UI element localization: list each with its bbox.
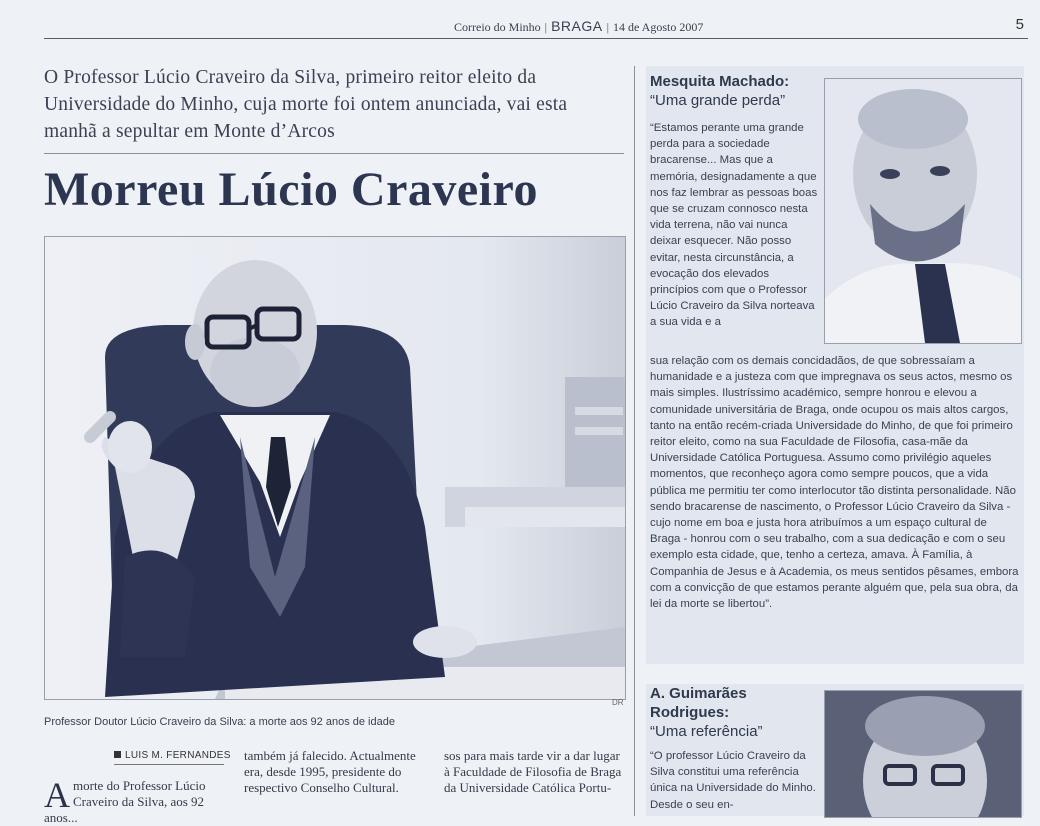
article-headline: Morreu Lúcio Craveiro bbox=[44, 163, 538, 216]
article-column-2: também já falecido. Actualmente era, desde 1995, presidente do respectivo Conselho Cultural. bbox=[244, 748, 416, 795]
newspaper-name: Correio do Minho bbox=[454, 20, 541, 34]
column-divider bbox=[634, 66, 635, 816]
sidebar-text-wide: sua relação com os demais concidadãos, de que sobressaíam a humanidade e a justeza com que impregnava os seus actos, mesmo os mais simples. Ilustríssimo académico, sempre honrou e elevou a comunidade universitária de Braga, onde ocupou os mais altos cargos, tanto na então recém-criada Universidade do Minho, de que foi primeiro reitor eleito, como na sua Faculdade de Filosofia, casa-mãe da Universidade Católica Portuguesa. Assumo como privilégio aqueles momentos, que reconheço agora como sempre poucos, que a vida pública me permitiu ter como interlocutor tão distinta personalidade. Não sendo bracarense de nascimento, o Professor Lúcio Craveiro da Silva - cujo nome em boa e justa hora atribuímos a um espaço cultural de Braga - honrou com o seu trabalho, com a sua dedicação e com o seu exemplo esta cidade, que, tenho a certeza, amava. À Família, à Companhia de Jesus e à Academia, os meus sentidos pêsames, embora com a convicção de que estamos perante alguém que, pela sua obra, da lei da morte se libertou”. bbox=[650, 355, 1019, 611]
article-lead: O Professor Lúcio Craveiro da Silva, primeiro reitor eleito da Universidade do Minho, cuja morte foi ontem anunciada, vai esta manhã a sepultar em Monte d’Arcos bbox=[44, 67, 568, 142]
section-city: BRAGA bbox=[551, 18, 603, 34]
photo-credit: DR bbox=[612, 698, 624, 707]
sidebar-text-narrow: “Estamos perante uma grande perda para a sociedade bracarense... Mas que a memória, designadamente a que nos faz lembrar as pessoas boas que se cruzam connosco nesta vida terrena, não vai nunca deixar esquecer. Não posso evitar, nesta circunstância, a evocação dos elevados princípios com que o Professor Lúcio Craveiro da Silva norteava a sua vida e a bbox=[650, 122, 818, 329]
header-info: Correio do Minho | BRAGA | 14 de Agosto 2007 bbox=[454, 18, 704, 34]
byline-author: LUIS M. FERNANDES bbox=[125, 750, 231, 761]
byline-divider bbox=[114, 764, 224, 765]
sidebar-name: Mesquita Machado: bbox=[650, 73, 790, 90]
drop-cap: A bbox=[44, 775, 70, 815]
article-text-1: morte do Professor Lúcio Craveiro da Silva, aos 92 anos... bbox=[44, 778, 206, 825]
article-column-3: sos para mais tarde vir a dar lugar à Faculdade de Filosofia de Braga da Universidade Católica Portu- bbox=[444, 748, 622, 795]
sidebar-text: “O professor Lúcio Craveiro da Silva constitui uma referência única na Universidade do Minho. Desde o seu en- bbox=[650, 750, 816, 811]
main-photo bbox=[44, 236, 626, 700]
sidebar-guimaraes-rodrigues bbox=[646, 684, 1024, 816]
page-number: 5 bbox=[1015, 16, 1024, 33]
sidebar-name: A. Guimarães Rodrigues: bbox=[650, 685, 747, 721]
byline bbox=[114, 750, 231, 761]
header-divider bbox=[44, 38, 1028, 39]
sidebar-mesquita-machado bbox=[646, 66, 1024, 664]
article-column-1 bbox=[44, 775, 224, 826]
page-header bbox=[44, 16, 1028, 38]
issue-date: 14 de Agosto 2007 bbox=[613, 20, 704, 34]
portrait-photo bbox=[824, 78, 1022, 344]
lead-divider bbox=[44, 153, 624, 154]
portrait-photo bbox=[824, 690, 1022, 818]
sidebar-quote-title: “Uma referência” bbox=[650, 723, 763, 740]
sidebar-quote-title: “Uma grande perda” bbox=[650, 92, 786, 109]
byline-square-icon bbox=[114, 751, 121, 758]
photo-caption: Professor Doutor Lúcio Craveiro da Silva: a morte aos 92 anos de idade bbox=[44, 716, 395, 728]
